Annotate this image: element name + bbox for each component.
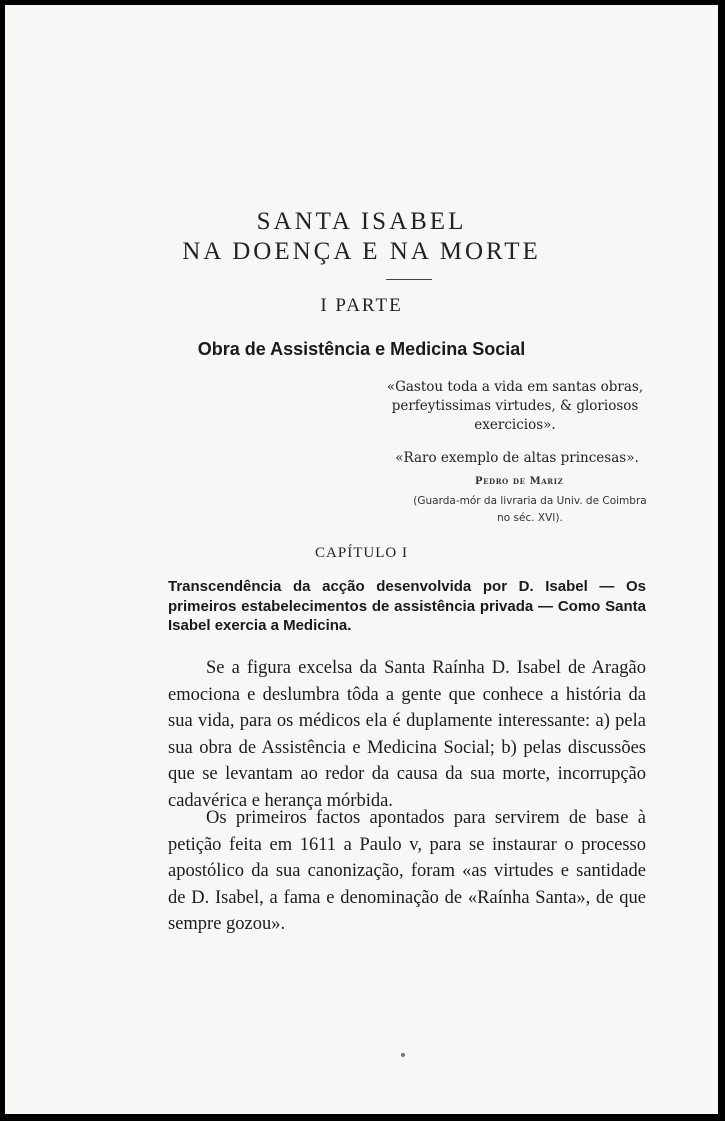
title-line-2: NA DOENÇA E NA MORTE <box>182 238 541 265</box>
body-paragraph-1: Se a figura excelsa da Santa Raínha D. Isabel de Aragão emociona e deslumbra tôda a gente que conhece a história da sua vida, para os médicos ela é duplamente interessante: a) pela sua obra de Assistência e Medicina Social; b) pelas discussões que se levantam ao redor da causa da sua morte, incorrupção cadavérica e herança mórbida. <box>168 658 646 811</box>
title-line-1: SANTA ISABEL <box>256 208 467 235</box>
part-heading: I PARTE <box>320 295 403 316</box>
epigraph-2: «Raro exemplo de altas princesas». <box>395 450 639 466</box>
attribution-note <box>380 493 680 527</box>
body-paragraph-2: Os primeiros factos apontados para servirem de base à petição feita em 1611 a Paulo v, para se instaurar o processo apostólico da sua canonização, foram «as virtudes e santidade de D. Isabel, a fama e denominação de «Raínha Santa», de que sempre gozou». <box>168 808 646 934</box>
part-subtitle: Obra de Assistência e Medicina Social <box>197 339 526 359</box>
paper-speck <box>401 1053 405 1057</box>
chapter-summary: Transcendência da acção desenvolvida por D. Isabel — Os primeiros estabelecimentos de assistência privada — Como Santa Isabel exercia a Medicina. <box>168 578 646 634</box>
epigraph-1: «Gastou toda a vida em santas obras, perfeytissimas virtudes, & gloriosos exercicios». <box>386 379 644 433</box>
title-divider <box>386 279 432 280</box>
chapter-heading: CAPÍTULO I <box>315 545 408 561</box>
attribution-note-line-1: (Guarda-mór da livraria da Univ. de Coimbra <box>413 495 647 507</box>
attribution-note-line-2: no séc. XVI). <box>497 512 563 524</box>
attribution-name: Pedro de Mariz <box>475 476 564 487</box>
page <box>5 5 718 1114</box>
